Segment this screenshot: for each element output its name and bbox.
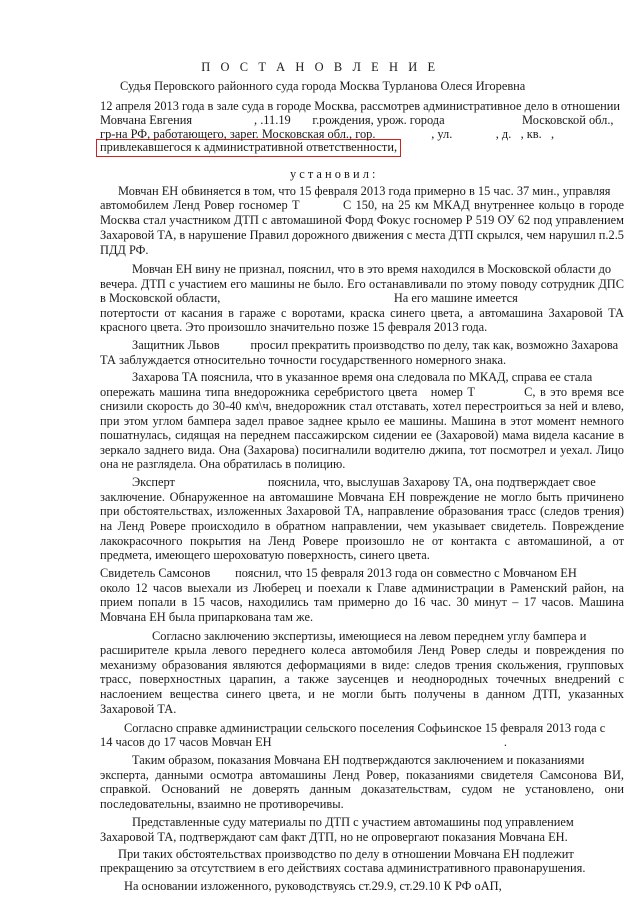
text-line: 12 апреля 2013 года в зале суда в городе Москва, рассмотрев административное дело в отношении bbox=[100, 99, 621, 113]
text-line: расширителе крыла левого переднего колеса автомобиля Ленд Ровер следы и повреждения по bbox=[100, 643, 624, 657]
text-line: при этом углом бампера задел правое заднее крыло ее машины. Машина в этот момент немного bbox=[100, 414, 624, 428]
text-line: в Московской области, На его машине имеется bbox=[100, 291, 518, 305]
text-line: Захарова ТА пояснила, что в указанное время она следовала по МКАД, справа ее стала bbox=[132, 370, 593, 384]
text-line: Мовчана Евгения , .11.19 г.рождения, урож. города Московской обл., bbox=[100, 113, 614, 127]
text-line: При таких обстоятельствах производство по делу в отношении Мовчана ЕН подлежит bbox=[118, 847, 574, 861]
text-line: последовательны, взаимно не противоречивы. bbox=[100, 797, 344, 811]
text-line: ПДД РФ. bbox=[100, 243, 149, 257]
text-line: прекращению за отсутствием в его действиях состава административного правонарушения. bbox=[100, 861, 586, 875]
text-line: Москва стал участником ДТП с автомашиной Форд Фокус госномер Р 519 ОУ 62 под управлением bbox=[100, 213, 624, 227]
text-line: трасс, поверхностных царапин, а также заусенцев и неоднородных точечных внедрений с bbox=[100, 672, 624, 686]
text-line: 14 часов до 17 часов Мовчан ЕН . bbox=[100, 735, 508, 749]
text-line: Согласно заключению экспертизы, имеющиеся на левом переднем углу бампера и bbox=[152, 629, 587, 643]
text-line: прием попали в 15 часов, находились там примерно до 16 час. 30 минут – 17 часов. Машина bbox=[100, 595, 624, 609]
text-line: Эксперт пояснила, что, выслушав Захарову ТА, она подтверждает свое bbox=[132, 475, 596, 489]
text-line: ТА заблуждается относительно точности государственного номерного знака. bbox=[100, 353, 507, 367]
text-line: Судья Перовского районного суда города Москва Турланова Олеся Игоревна bbox=[120, 79, 526, 93]
text-line: около 12 часов выехали из Люберец и поехали к Главе администрации в Раменский район, на bbox=[100, 581, 624, 595]
text-line: эксперта, данными осмотра автомашины Ленд Ровер, показаниями свидетеля Самсонова ВИ, bbox=[100, 768, 624, 782]
text-line: заключение. Обнаруженное на автомашине Мовчана ЕН повреждение не могло быть причинено bbox=[100, 490, 624, 504]
text-line: автомобилем Ленд Ровер госномер Т С 150, на 25 км МКАД внутреннее кольцо в городе bbox=[100, 198, 624, 212]
text-line: Свидетель Самсонов пояснил, что 15 февраля 2013 года он совместно с Мовчаном ЕН bbox=[100, 566, 577, 580]
section-heading: у с т а н о в и л : bbox=[290, 167, 376, 181]
text-line: зеркало заднего вида. Она (Захарова) посигналили водителю джипа, тот посмотрел и уехал. Лицо bbox=[100, 443, 624, 457]
text-line: привлекавшегося к административной ответственности, bbox=[100, 140, 398, 154]
text-line: при обстоятельствах, изложенных Захаровой ТА, направление образования трасс (следов трения) bbox=[100, 504, 624, 518]
text-line: Согласно справке администрации сельского поселения Софьинское 15 февраля 2013 года с bbox=[124, 721, 606, 735]
document-title: П О С Т А Н О В Л Е Н И Е bbox=[201, 60, 439, 74]
text-line: Защитник Львов просил прекратить производство по делу, так как, возможно Захарова bbox=[132, 338, 619, 352]
text-line: Захаровой ТА, в нарушение Правил дорожного движения с места ДТП скрылся, чем нарушил п.2.5 bbox=[100, 228, 624, 242]
text-line: вечера. ДТП с участием его машины не было. Его останавливали по этому поводу сотрудник ДПС bbox=[100, 277, 624, 291]
text-line: наслоением вещества синего цвета, и не могли быть получены в данном ДТП, указанных bbox=[100, 687, 624, 701]
text-line: На основании изложенного, руководствуясь ст.29.9, ст.29.10 К РФ оАП, bbox=[124, 879, 502, 893]
text-line: механизму образования являются деформациями в виде: следов трения скольжения, групповых bbox=[100, 658, 624, 672]
text-line: лакокрасочного покрытия на Ленд Ровере произошло не от контакта с автомашиной, а от bbox=[100, 534, 624, 548]
text-line: она не разглядела. Она обратилась в полицию. bbox=[100, 457, 346, 471]
text-line: предмета, имеющего шероховатую поверхность, синего цвета. bbox=[100, 548, 430, 562]
text-line: Таким образом, показания Мовчана ЕН подтверждаются заключением и показаниями bbox=[132, 753, 585, 767]
text-line: Представленные суду материалы по ДТП с участием автомашины под управлением bbox=[132, 815, 574, 829]
text-line: опережать машина типа внедорожника серебристого цвета номер Т С, в это время все bbox=[100, 385, 624, 399]
text-line: Мовчан ЕН обвиняется в том, что 15 февраля 2013 года примерно в 15 час. 37 мин., управляя bbox=[118, 184, 611, 198]
text-line: пошатнулась, сидящая на переднем пассажирском сидении ее (Захаровой) мама видела касание в bbox=[100, 428, 624, 442]
text-line: Мовчана ЕН была припаркована там же. bbox=[100, 610, 314, 624]
text-line: снизили скорость до 30-40 км\ч, внедорожник стал отставать, хотел перестроиться за ней и влево, bbox=[100, 399, 624, 413]
text-line: справкой. Оснований не доверять данным доказательствам, судом не установлено, они bbox=[100, 782, 624, 796]
text-line: Мовчан ЕН вину не признал, пояснил, что в это время находился в Московской области до bbox=[132, 262, 612, 276]
text-line: Захаровой ТА, подтверждают сам факт ДТП, но не опровергают показания Мовчана ЕН. bbox=[100, 830, 568, 844]
text-line: потертости от касания в гараже с воротами, краска синего цвета, а автомашина Захаровой ТА bbox=[100, 306, 624, 320]
text-line: гр-на РФ, работающего, зарег. Московская обл., гор. , ул. , д. , кв. , bbox=[100, 127, 555, 141]
text-line: Захаровой ТА. bbox=[100, 702, 177, 716]
text-line: на Ленд Ровере происходило в обратном направлении, чем указывает свидетель. Повреждение bbox=[100, 519, 624, 533]
text-line: красного цвета. Это произошло значительно позже 15 февраля 2013 года. bbox=[100, 320, 488, 334]
